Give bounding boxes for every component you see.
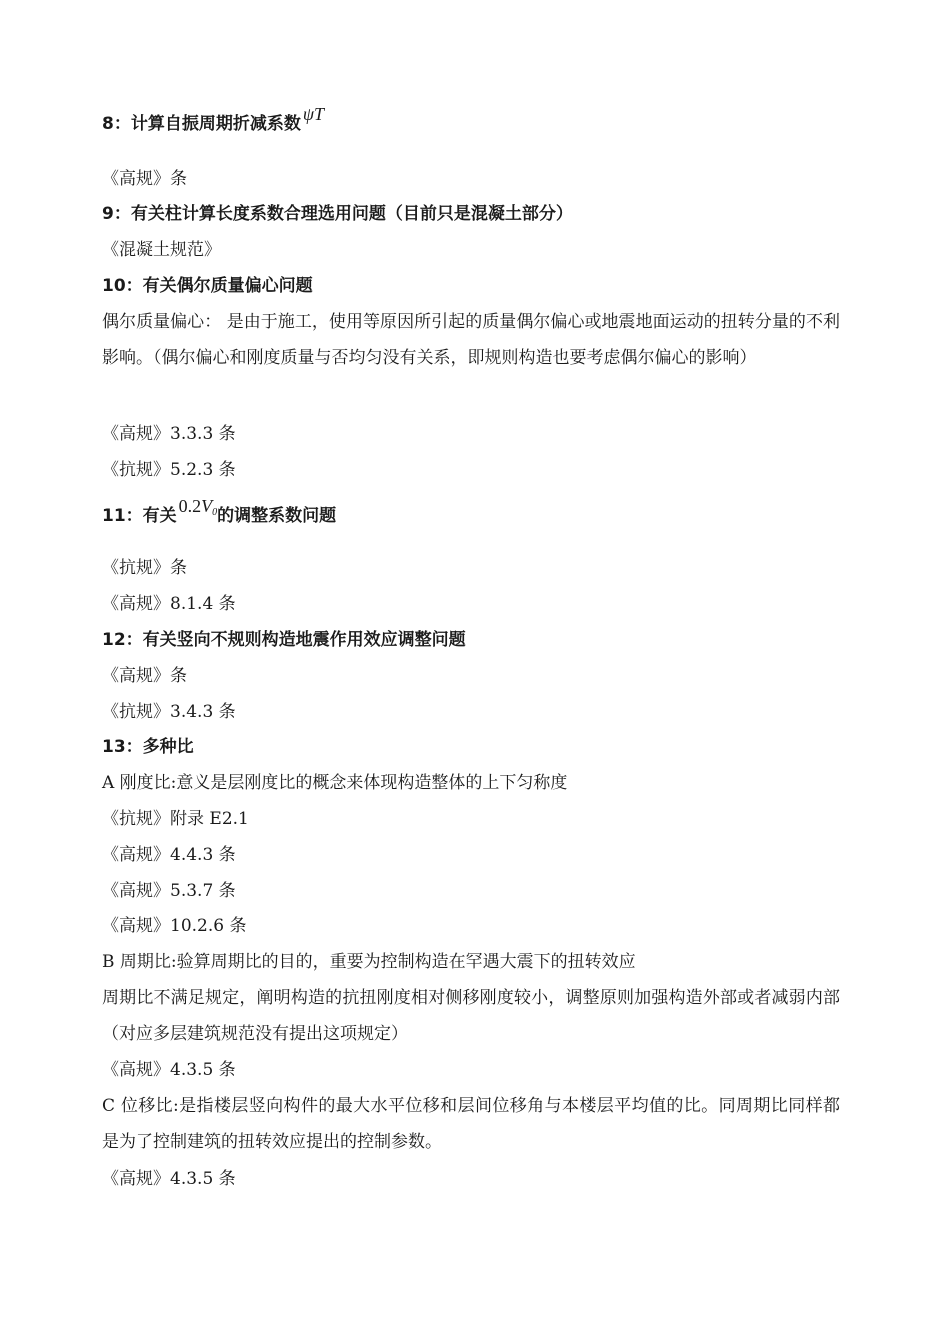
ref-line: 《高规》4.3.5 条 <box>102 1169 236 1189</box>
paragraph-period-ratio-detail: 周期比不满足规定，阐明构造的抗扭刚度相对侧移刚度较小，调整原则加强构造外部或者减弱内部（对应多层建筑规范没有提出这项规定） <box>102 988 840 1044</box>
ref-line: 《高规》4.4.3 条 <box>102 845 236 865</box>
ref-line: 《高规》条 <box>102 666 187 686</box>
heading-10: 10：有关偶尔质量偏心问题 <box>102 276 313 296</box>
paragraph-displacement-ratio: C 位移比:是指楼层竖向构件的最大水平位移和层间位移角与本楼层平均值的比。同周期比同样都是为了控制建筑的扭转效应提出的控制参数。 <box>102 1096 840 1152</box>
ref-line: 《高规》8.1.4 条 <box>102 594 236 614</box>
ref-line: 《高规》4.3.5 条 <box>102 1060 236 1080</box>
heading-8 <box>102 104 840 136</box>
ref-line: 《高规》3.3.3 条 <box>102 424 236 444</box>
heading-11-suffix: 的调整系数问题 <box>217 506 337 526</box>
psi-t-symbol: ψT <box>302 104 325 124</box>
heading-8-text: 8：计算自振周期折减系数 <box>102 114 301 134</box>
v0-symbol: 0.2V0 <box>178 496 218 518</box>
paragraph-occasional-eccentricity: 偶尔质量偏心： 是由于施工，使用等原因所引起的质量偶尔偏心或地震地面运动的扭转分量的不利影响。（偶尔偏心和刚度质量与否均匀没有关系，即规则构造也要考虑偶尔偏心的影响） <box>102 312 840 368</box>
heading-13: 13：多种比 <box>102 737 194 757</box>
heading-11-prefix: 11：有关 <box>102 506 177 526</box>
heading-9: 9：有关柱计算长度系数合理选用问题（目前只是混凝土部分） <box>102 204 573 224</box>
paragraph-stiffness-ratio: A 刚度比:意义是层刚度比的概念来体现构造整体的上下匀称度 <box>102 773 568 793</box>
ref-line: 《抗规》条 <box>102 558 187 578</box>
ref-line: 《高规》条 <box>102 169 187 189</box>
heading-11 <box>102 496 840 531</box>
ref-line: 《混凝土规范》 <box>102 240 221 260</box>
paragraph-period-ratio: B 周期比:验算周期比的目的，重要为控制构造在罕遇大震下的扭转效应 <box>102 952 636 972</box>
ref-line: 《抗规》附录 E2.1 <box>102 809 249 829</box>
ref-line: 《抗规》5.2.3 条 <box>102 460 236 480</box>
ref-line: 《高规》5.3.7 条 <box>102 881 236 901</box>
ref-line: 《抗规》3.4.3 条 <box>102 702 236 722</box>
heading-12: 12：有关竖向不规则构造地震作用效应调整问题 <box>102 630 466 650</box>
ref-line: 《高规》10.2.6 条 <box>102 916 247 936</box>
